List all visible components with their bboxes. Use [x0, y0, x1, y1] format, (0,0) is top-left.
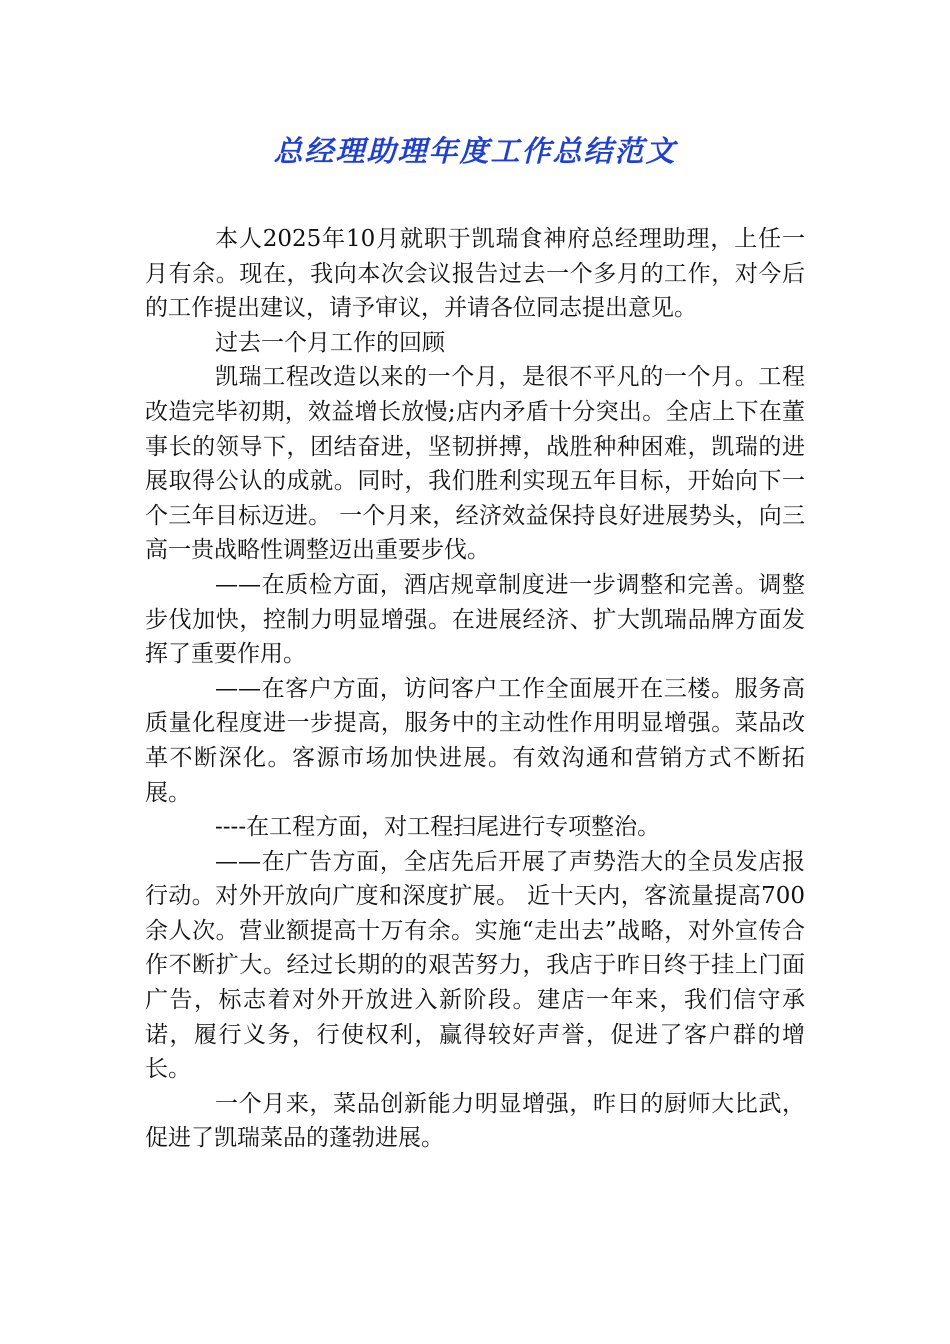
paragraph-advertising: ——在广告方面，全店先后开展了声势浩大的全员发店报行动。对外开放向广度和深度扩展。 近十天内，客流量提高700余人次。营业额提高十万有余。实施“走出去”战略，对外宣传合作不断扩大。经过长期的的艰苦努力，我店于昨日终于挂上门面广告，标志着对外开放进入新阶段。建店一年来，我们信守承诺，履行义务，行使权利，赢得较好声誉，促进了客户群的增长。 [145, 848, 805, 1083]
paragraph-intro: 本人2025年10月就职于凯瑞食神府总经理助理，上任一月有余。现在，我向本次会议报告过去一个多月的工作，对今后的工作提出建议，请予审议，并请各位同志提出意见。 [145, 226, 805, 322]
document-body [145, 222, 805, 1156]
paragraph-dishes: 一个月来，菜品创新能力明显增强，昨日的厨师大比武，促进了凯瑞菜品的蓬勃进展。 [145, 1090, 805, 1152]
paragraph-engineering: ----在工程方面，对工程扫尾进行专项整治。 [215, 814, 661, 841]
paragraph-customers: ——在客户方面，访问客户工作全面展开在三楼。服务高质量化程度进一步提高，服务中的主动性作用明显增强。菜品改革不断深化。客源市场加快进展。有效沟通和营销方式不断拓展。 [145, 675, 805, 806]
paragraph-quality-inspection: ——在质检方面，酒店规章制度进一步调整和完善。调整步伐加快，控制力明显增强。在进展经济、扩大凯瑞品牌方面发挥了重要作用。 [145, 571, 805, 668]
document-title: 总经理助理年度工作总结范文 [273, 134, 677, 168]
paragraph-review: 凯瑞工程改造以来的一个月，是很不平凡的一个月。工程改造完毕初期，效益增长放慢;店内矛盾十分突出。全店上下在董事长的领导下，团结奋进，坚韧拼搏，战胜种种困难，凯瑞的进展取得公认的成就。同时，我们胜利实现五年目标，开始向下一个三年目标迈进。 一个月来，经济效益保持良好进展势头，向三高一贵战略性调整迈出重要步伐。 [145, 364, 805, 564]
paragraph-section-heading: 过去一个月工作的回顾 [215, 329, 445, 356]
